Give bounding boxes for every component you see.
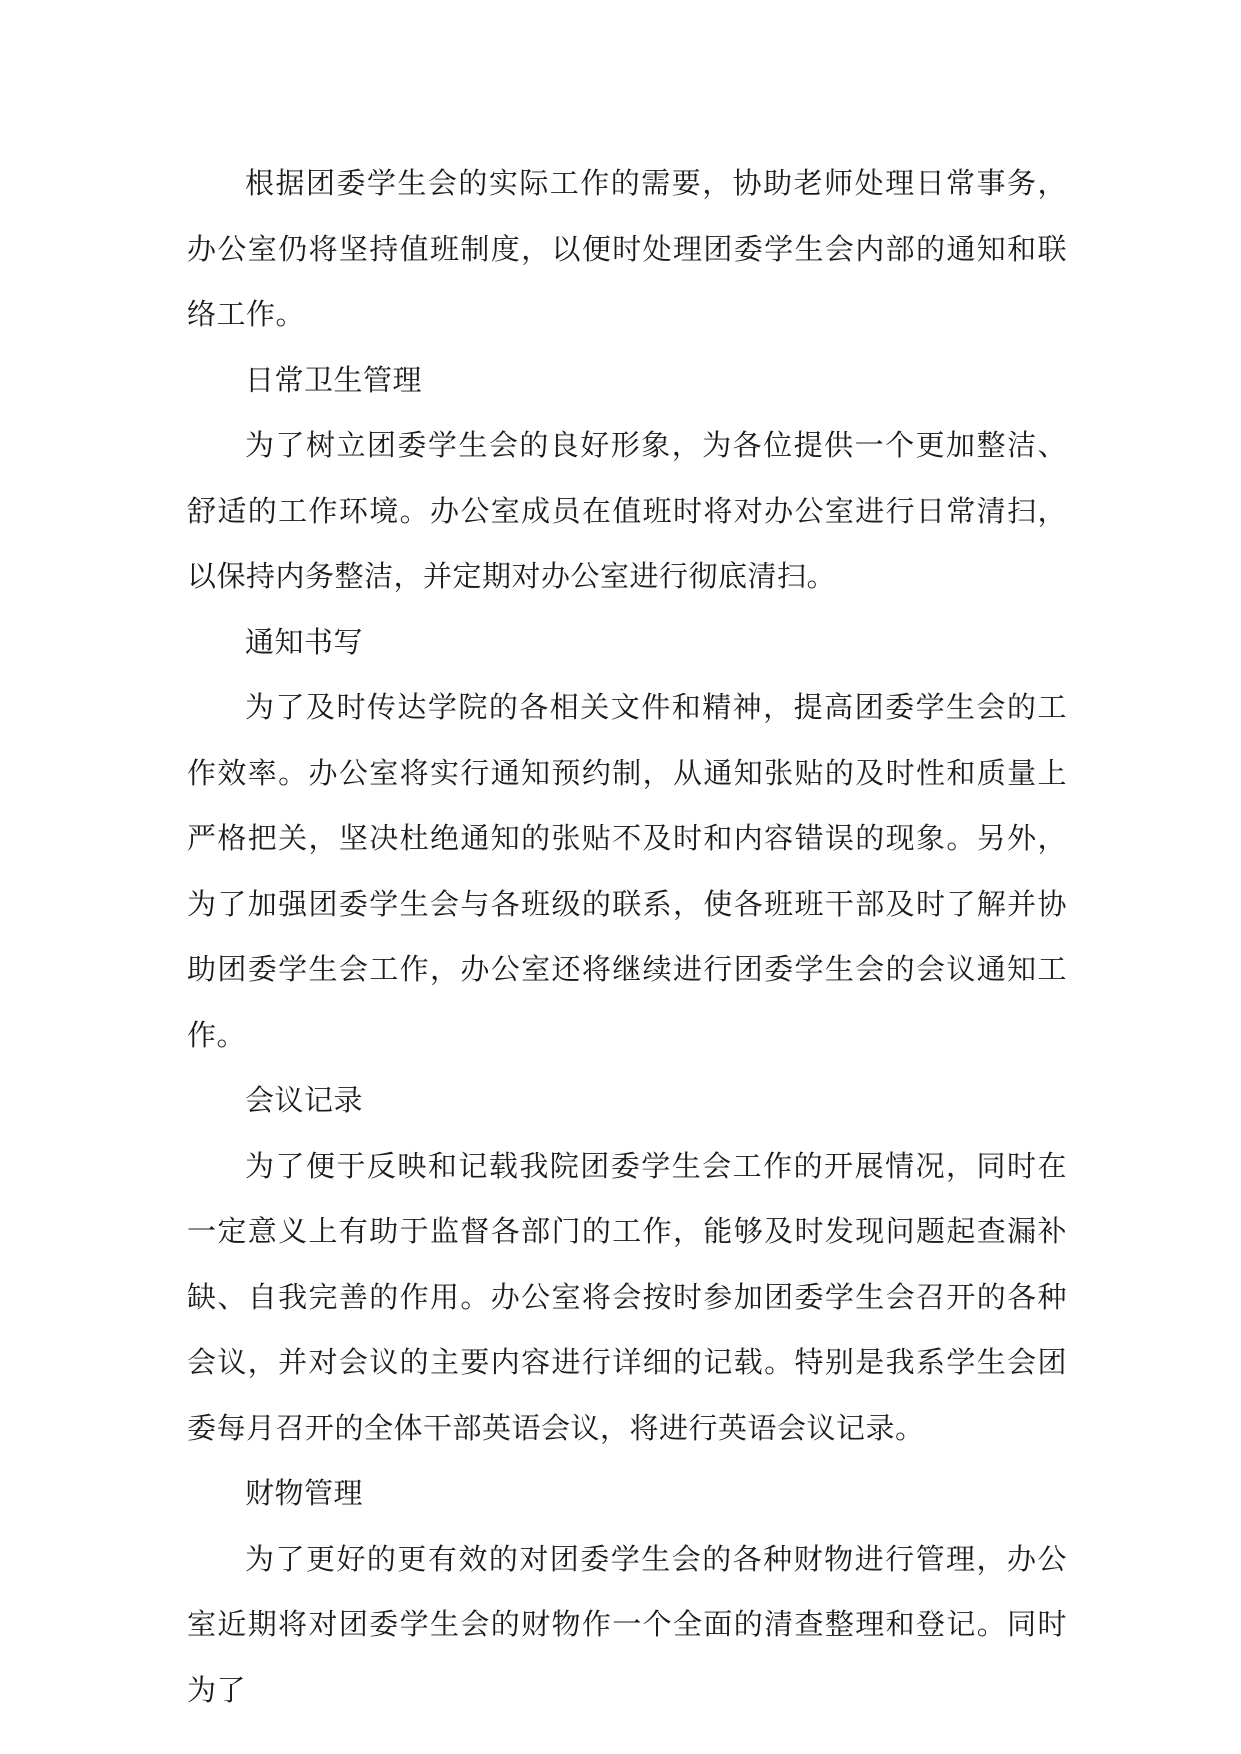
paragraph-hygiene: 为了树立团委学生会的良好形象，为各位提供一个更加整洁、舒适的工作环境。办公室成员在值班时将对办公室进行日常清扫，以保持内务整洁，并定期对办公室进行彻底清扫。 [187,428,1067,593]
paragraph-duty-system: 根据团委学生会的实际工作的需要，协助老师处理日常事务，办公室仍将坚持值班制度，以便时处理团委学生会内部的通知和联络工作。 [187,166,1067,331]
section-heading-hygiene: 日常卫生管理 [245,362,423,397]
paragraph-meeting-records: 为了便于反映和记载我院团委学生会工作的开展情况，同时在一定意义上有助于监督各部门的工作，能够及时发现问题起查漏补缺、自我完善的作用。办公室将会按时参加团委学生会召开的各种会议，并对会议的主要内容进行详细的记载。特别是我系学生会团委每月召开的全体干部英语会议，将进行英语会议记录。 [187,1148,1067,1445]
paragraph-property-management: 为了更好的更有效的对团委学生会的各种财物进行管理，办公室近期将对团委学生会的财物作一个全面的清查整理和登记。同时为了 [187,1541,1067,1707]
document-body [187,151,1067,1723]
paragraph-notice-writing: 为了及时传达学院的各相关文件和精神，提高团委学生会的工作效率。办公室将实行通知预约制，从通知张贴的及时性和质量上严格把关，坚决杜绝通知的张贴不及时和内容错误的现象。另外，为了加强团委学生会与各班级的联系，使各班班干部及时了解并协助团委学生会工作，办公室还将继续进行团委学生会的会议通知工作。 [187,690,1067,1052]
section-heading-notice-writing: 通知书写 [245,624,364,659]
section-heading-property-management: 财物管理 [245,1476,364,1510]
section-heading-meeting-records: 会议记录 [245,1083,364,1117]
